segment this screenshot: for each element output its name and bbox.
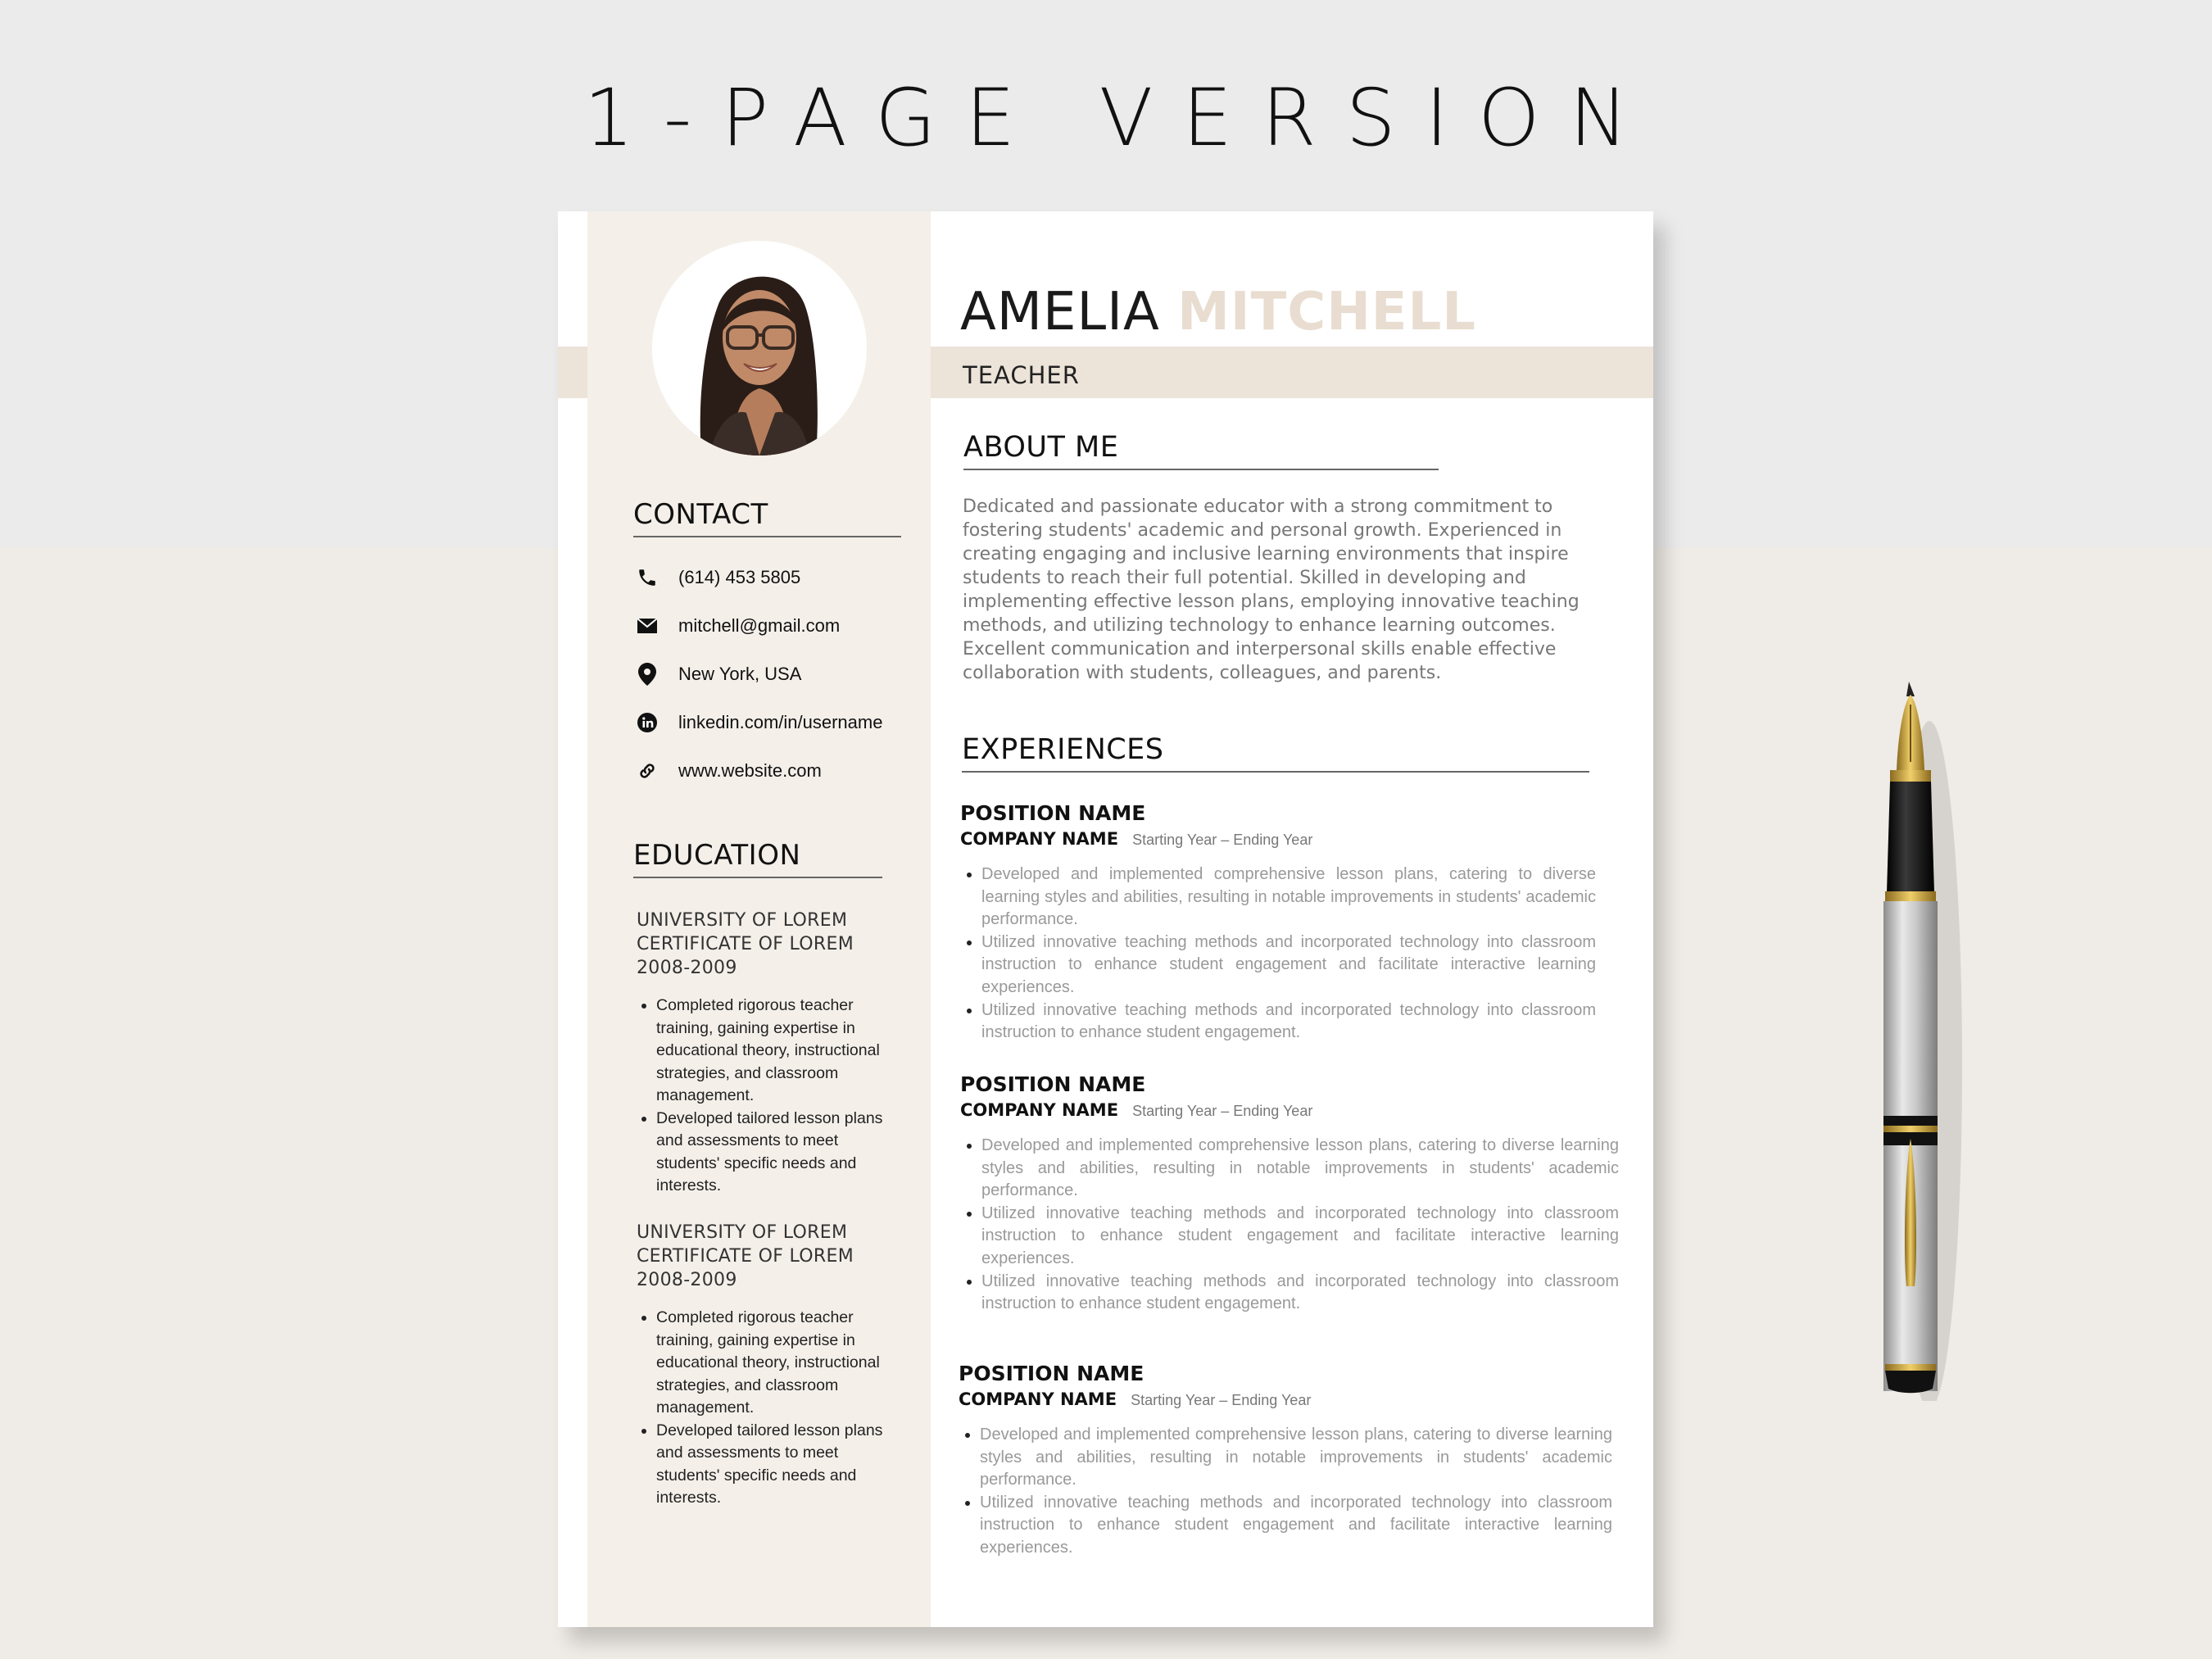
education-certificate: CERTIFICATE OF LOREM [637, 1246, 854, 1267]
experience-bullet: • Utilized innovative teaching methods and incorporated technology into classroom instruction to enhance student engagement. [981, 1271, 1619, 1316]
location-pin-icon [634, 661, 660, 687]
education-bullet: • Completed rigorous teacher training, gaining expertise in educational theory, instructional strategies, and classroom management. [656, 995, 899, 1108]
experience-bullet: • Utilized innovative teaching methods and incorporated technology into classroom instruction to enhance student engagement and facilitate interactive learning experiences. [981, 931, 1596, 999]
profile-photo [652, 241, 867, 456]
accent-band-left [558, 347, 587, 398]
education-bullets [637, 995, 899, 1198]
contact-heading: CONTACT [633, 498, 901, 537]
position-name: POSITION NAME [959, 1362, 1145, 1385]
experience-bullet: • Developed and implemented comprehensive lesson plans, catering to diverse learning styles and abilities, resulting in notable improvements in students' academic performance. [981, 1135, 1619, 1203]
contact-website-text[interactable]: www.website.com [678, 760, 822, 781]
contact-location-text: New York, USA [678, 664, 802, 684]
contact-phone [634, 564, 800, 592]
company-name: COMPANY NAME [960, 829, 1119, 849]
job-years: Starting Year – Ending Year [1132, 1103, 1313, 1119]
contact-phone-text: (614) 453 5805 [678, 567, 801, 587]
company-name: COMPANY NAME [959, 1389, 1117, 1409]
education-school: UNIVERSITY OF LOREM [637, 1222, 848, 1243]
education-entry [637, 909, 899, 1198]
contact-email [634, 612, 840, 640]
contact-website [634, 757, 822, 785]
education-heading: EDUCATION [633, 839, 882, 878]
job-title: TEACHER [963, 361, 1080, 389]
contact-linkedin-text[interactable]: linkedin.com/in/username [678, 712, 883, 732]
education-years: 2008-2009 [637, 1270, 737, 1290]
experience-bullets [960, 1135, 1619, 1316]
mail-icon [634, 613, 660, 639]
experiences-heading: EXPERIENCES [962, 733, 1589, 773]
education-bullet: • Developed tailored lesson plans and assessments to meet students' specific needs and interests. [656, 1420, 899, 1510]
experience-entry [959, 1362, 1612, 1560]
resume-page [558, 211, 1653, 1627]
education-bullet: • Completed rigorous teacher training, gaining expertise in educational theory, instructional strategies, and classroom management. [656, 1307, 899, 1420]
experience-bullets [960, 863, 1596, 1045]
about-text: Dedicated and passionate educator with a strong commitment to fostering students' academic and personal growth. Experienced in creating engaging and inclusive learning environments that inspire students to reach their full potential. Skilled in developing and implementing effective lesson plans, employing innovative teaching methods, and utilizing technology to enhance learning outcomes. Excellent communication and interpersonal skills enable effective collaboration with students, colleagues, and parents. [963, 496, 1580, 683]
last-name: MITCHELL [1177, 282, 1477, 342]
first-name: AMELIA [960, 282, 1160, 342]
experience-bullet: • Utilized innovative teaching methods and incorporated technology into classroom instruction to enhance student engagement. [981, 999, 1596, 1045]
phone-icon [634, 564, 660, 591]
experience-entry [960, 801, 1596, 1045]
position-name: POSITION NAME [960, 801, 1146, 825]
about-heading: ABOUT ME [963, 431, 1439, 470]
experience-bullet: • Developed and implemented comprehensive lesson plans, catering to diverse learning styles and abilities, resulting in notable improvements in students' academic performance. [981, 863, 1596, 931]
job-years: Starting Year – Ending Year [1132, 832, 1313, 848]
experience-bullet: • Utilized innovative teaching methods and incorporated technology into classroom instruction to enhance student engagement and facilitate interactive learning experiences. [980, 1492, 1612, 1560]
experience-bullet: • Utilized innovative teaching methods and incorporated technology into classroom instruction to enhance student engagement and facilitate interactive learning experiences. [981, 1203, 1619, 1271]
education-years: 2008-2009 [637, 958, 737, 978]
experience-bullet: • Developed and implemented comprehensive lesson plans, catering to diverse learning styles and abilities, resulting in notable improvements in students' academic performance. [980, 1424, 1612, 1492]
education-school: UNIVERSITY OF LOREM [637, 910, 848, 931]
education-certificate: CERTIFICATE OF LOREM [637, 934, 854, 954]
link-icon [634, 758, 660, 784]
experience-entry [960, 1072, 1619, 1316]
position-name: POSITION NAME [960, 1072, 1146, 1096]
resume-name [960, 282, 1476, 342]
education-bullet: • Developed tailored lesson plans and assessments to meet students' specific needs and interests. [656, 1108, 899, 1198]
fountain-pen-image [1847, 680, 1979, 1401]
linkedin-icon [634, 709, 660, 736]
contact-location [634, 660, 801, 688]
company-name: COMPANY NAME [960, 1100, 1119, 1120]
page-headline: 1-PAGE VERSION [583, 72, 1658, 164]
experience-bullets [959, 1424, 1612, 1560]
contact-email-text[interactable]: mitchell@gmail.com [678, 615, 841, 636]
contact-linkedin [634, 709, 882, 737]
education-bullets [637, 1307, 899, 1510]
job-years: Starting Year – Ending Year [1131, 1392, 1312, 1408]
education-entry [637, 1221, 899, 1510]
